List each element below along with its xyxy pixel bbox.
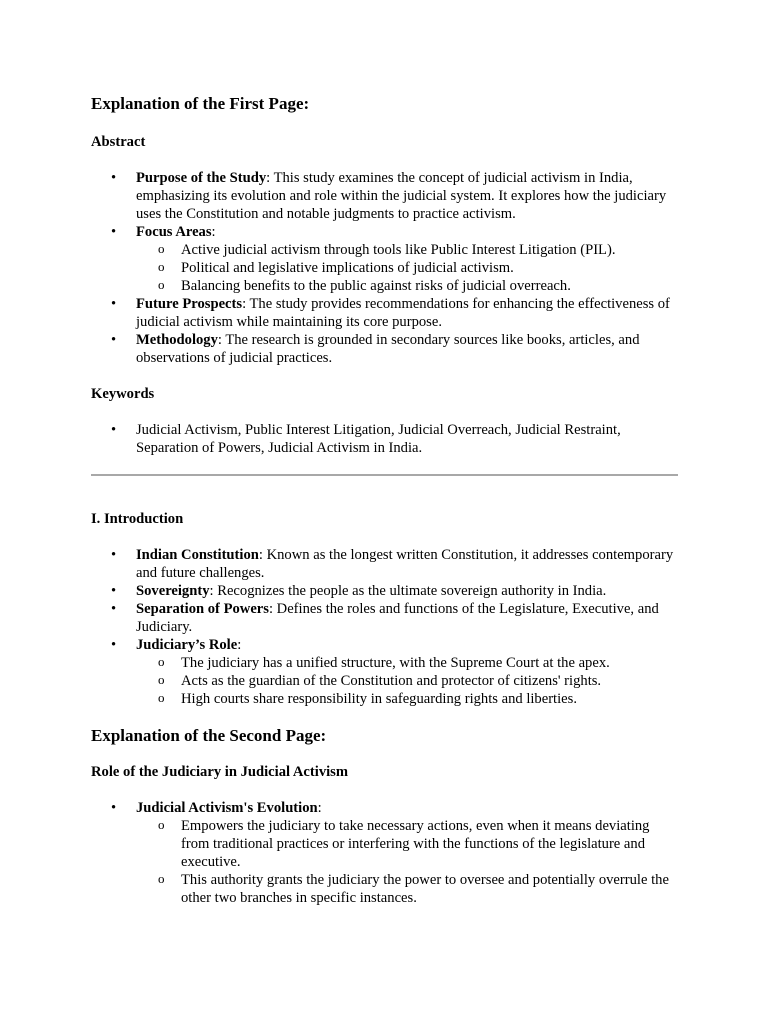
bullet-icon: • bbox=[111, 332, 117, 348]
sub-list-item: o The judiciary has a unified structure, with the Supreme Court at the apex. bbox=[158, 654, 610, 671]
list-item bbox=[91, 600, 681, 636]
sub-bullet-icon: o bbox=[158, 241, 165, 256]
sub-bullet-icon: o bbox=[158, 277, 165, 292]
bullet-icon: • bbox=[111, 583, 117, 599]
second-page-heading: Explanation of the Second Page: bbox=[91, 726, 327, 745]
focus-areas-sublist bbox=[136, 241, 681, 295]
document-content bbox=[91, 94, 681, 907]
sub-list-item: o Active judicial activism through tools like Public Interest Litigation (PIL). bbox=[158, 241, 616, 258]
item-label: Methodology bbox=[136, 332, 218, 348]
sub-list-item: o High courts share responsibility in safeguarding rights and liberties. bbox=[158, 690, 577, 707]
judiciary-role-sublist bbox=[136, 654, 681, 708]
list-item bbox=[91, 223, 681, 295]
item-text: : This study examines the concept of judicial activism in India, emphasizing its evolution and role within the judicial system. It explores how the judiciary uses the Constitution and notable judgments to practice activism. bbox=[136, 170, 667, 222]
item-text: : Known as the longest written Constitution, it addresses contemporary and future challenges. bbox=[136, 547, 674, 581]
bullet-icon: • bbox=[111, 800, 117, 816]
bullet-icon: • bbox=[111, 637, 117, 653]
item-label: Focus Areas bbox=[136, 224, 212, 240]
introduction-heading: I. Introduction bbox=[91, 511, 184, 527]
bullet-icon: • bbox=[111, 224, 117, 240]
role-heading: Role of the Judiciary in Judicial Activism bbox=[91, 764, 349, 780]
list-item bbox=[91, 582, 681, 600]
item-label: Future Prospects bbox=[136, 296, 243, 312]
role-list bbox=[91, 799, 681, 907]
list-item bbox=[91, 169, 681, 223]
item-label: Judiciary’s Role bbox=[136, 637, 238, 653]
item-text: : Defines the roles and functions of the Legislature, Executive, and Judiciary. bbox=[136, 601, 659, 635]
list-item bbox=[91, 295, 681, 331]
sub-list-item: o This authority grants the judiciary the power to oversee and potentially overrule the other two branches in specific instances. bbox=[158, 871, 669, 906]
keywords-text: Judicial Activism, Public Interest Litigation, Judicial Overreach, Judicial Restraint, Separation of Powers, Judicial Activism in India. bbox=[136, 422, 621, 456]
abstract-list bbox=[91, 169, 681, 367]
sub-bullet-icon: o bbox=[158, 259, 165, 274]
list-item bbox=[91, 331, 681, 367]
abstract-heading: Abstract bbox=[91, 134, 146, 150]
item-label: Sovereignty bbox=[136, 583, 210, 599]
sub-bullet-icon: o bbox=[158, 817, 165, 832]
item-label: Purpose of the Study bbox=[136, 170, 267, 186]
list-item bbox=[91, 799, 681, 907]
item-text: : bbox=[317, 800, 322, 816]
list-item bbox=[91, 636, 681, 708]
first-page-heading: Explanation of the First Page: bbox=[91, 94, 310, 113]
bullet-icon: • bbox=[111, 170, 117, 186]
list-item bbox=[91, 546, 681, 582]
item-label: Judicial Activism's Evolution bbox=[136, 800, 318, 816]
evolution-sublist bbox=[136, 817, 681, 907]
sub-list-item: o Empowers the judiciary to take necessary actions, even when it means deviating from traditional practices or interfering with the functions of the legislature and executive. bbox=[158, 817, 650, 870]
keywords-heading: Keywords bbox=[91, 386, 155, 402]
item-text: : bbox=[211, 224, 216, 240]
sub-list-item: o Balancing benefits to the public against risks of judicial overreach. bbox=[158, 277, 571, 294]
bullet-icon: • bbox=[111, 296, 117, 312]
introduction-list bbox=[91, 546, 681, 708]
item-text: : The research is grounded in secondary sources like books, articles, and observations of judicial practices. bbox=[136, 332, 640, 366]
item-text: : Recognizes the people as the ultimate sovereign authority in India. bbox=[209, 583, 607, 599]
item-label: Indian Constitution bbox=[136, 547, 259, 563]
sub-bullet-icon: o bbox=[158, 871, 165, 886]
keywords-list bbox=[91, 421, 681, 457]
bullet-icon: • bbox=[111, 601, 117, 617]
list-item bbox=[91, 421, 681, 457]
sub-list-item: o Political and legislative implications of judicial activism. bbox=[158, 259, 514, 276]
item-text: : The study provides recommendations for enhancing the effectiveness of judicial activism while maintaining its core purpose. bbox=[136, 296, 670, 330]
item-text: : bbox=[237, 637, 242, 653]
item-label: Separation of Powers bbox=[136, 601, 269, 617]
bullet-icon: • bbox=[111, 422, 117, 438]
bullet-icon: • bbox=[111, 547, 117, 563]
sub-bullet-icon: o bbox=[158, 654, 165, 669]
sub-bullet-icon: o bbox=[158, 690, 165, 705]
sub-list-item: o Acts as the guardian of the Constitution and protector of citizens' rights. bbox=[158, 672, 602, 689]
sub-bullet-icon: o bbox=[158, 672, 165, 687]
